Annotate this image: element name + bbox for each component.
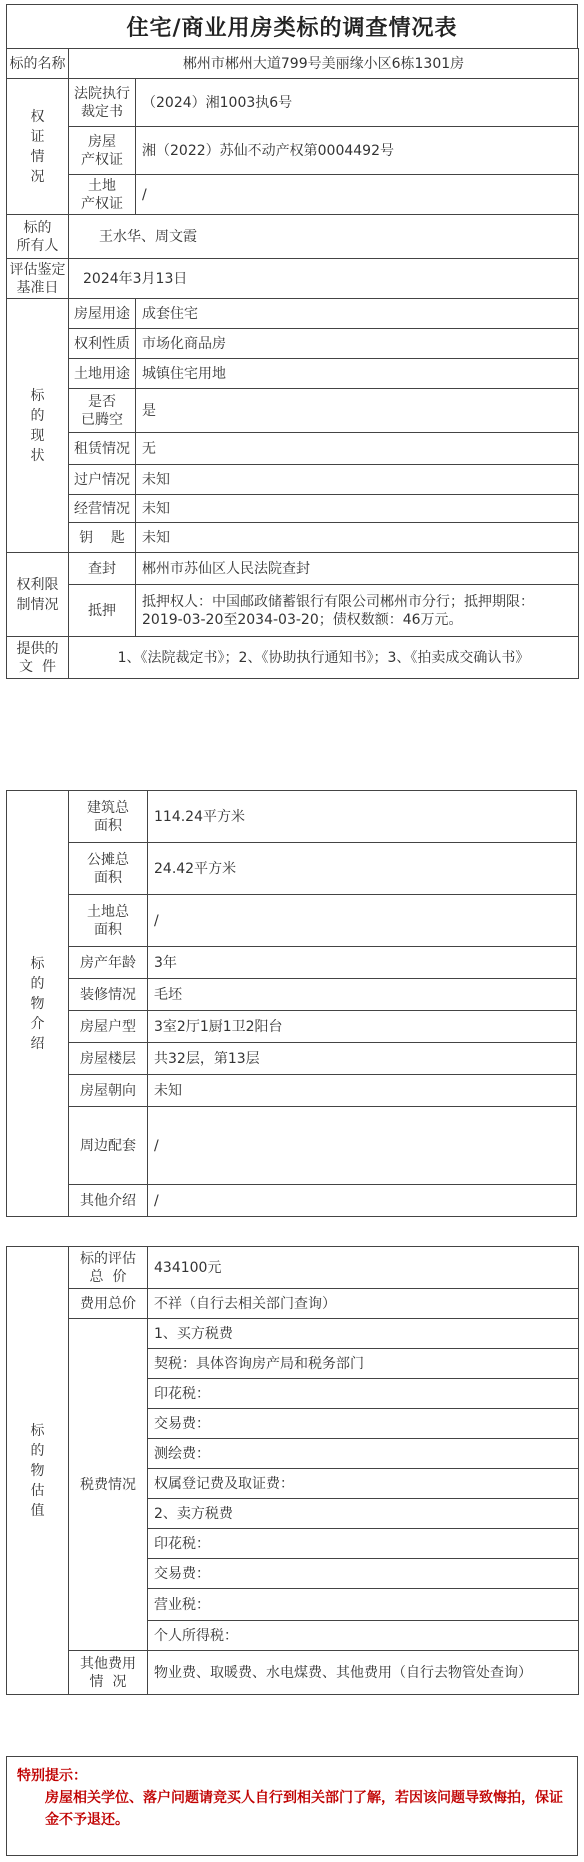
total-price-label: 标的评估 总 价 <box>69 1247 148 1289</box>
intro-value: 3室2厅1厨1卫2阳台 <box>148 1011 577 1043</box>
tax-label: 税费情况 <box>69 1319 148 1651</box>
status-label: 租赁情况 <box>69 433 136 465</box>
tax-row: 交易费： <box>148 1559 579 1589</box>
notice-text: 房屋相关学位、落户问题请竞买人自行到相关部门了解，若因该问题导致悔拍，保证金不予退还。 <box>45 1790 563 1828</box>
intro-label: 装修情况 <box>69 979 148 1011</box>
fee-total-label: 费用总价 <box>69 1289 148 1319</box>
owner-value: 王水华、周文霞 <box>69 215 579 259</box>
appraisal-date-label: 评估鉴定 基准日 <box>7 259 69 299</box>
status-label: 过户情况 <box>69 465 136 495</box>
intro-label: 土地总 面积 <box>69 895 148 947</box>
docs-label: 提供的 文 件 <box>7 637 69 679</box>
house-cert-value: 湘（2022）苏仙不动产权第0004492号 <box>136 127 579 175</box>
intro-value: / <box>148 1107 577 1185</box>
notice-heading: 特别提示： <box>17 1768 87 1784</box>
status-value: 是 <box>136 389 579 433</box>
intro-value: 114.24平方米 <box>148 791 577 843</box>
intro-label: 建筑总 面积 <box>69 791 148 843</box>
tax-row: 契税：具体咨询房产局和税务部门 <box>148 1349 579 1379</box>
tax-row: 权属登记费及取证费： <box>148 1469 579 1499</box>
rights-table <box>6 48 579 679</box>
intro-label: 公摊总 面积 <box>69 843 148 895</box>
estimate-section-label: 标 的 物 估 值 <box>7 1247 69 1695</box>
tax-row: 1、买方税费 <box>148 1319 579 1349</box>
subject-name-label: 标的名称 <box>7 49 69 79</box>
status-label: 土地用途 <box>69 359 136 389</box>
status-value: 成套住宅 <box>136 299 579 329</box>
status-value: 未知 <box>136 495 579 523</box>
intro-label: 房产年龄 <box>69 947 148 979</box>
restrict-section-label: 权利限 制情况 <box>7 553 69 637</box>
status-label: 钥 匙 <box>69 523 136 553</box>
land-cert-label: 土地 产权证 <box>69 175 136 215</box>
intro-section-label: 标 的 物 介 绍 <box>7 791 69 1217</box>
intro-label: 房屋楼层 <box>69 1043 148 1075</box>
page-title: 住宅/商业用房类标的调查情况表 <box>6 4 578 48</box>
intro-value: / <box>148 895 577 947</box>
estimate-table <box>6 1246 579 1695</box>
fee-total-value: 不祥（自行去相关部门查询） <box>148 1289 579 1319</box>
intro-value: 未知 <box>148 1075 577 1107</box>
tax-row: 个人所得税： <box>148 1621 579 1651</box>
seal-label: 查封 <box>69 553 136 585</box>
intro-label: 房屋朝向 <box>69 1075 148 1107</box>
intro-value: 3年 <box>148 947 577 979</box>
status-label: 是否 已腾空 <box>69 389 136 433</box>
rights-section-label: 权 证 情 况 <box>7 79 69 215</box>
other-fee-label: 其他费用 情 况 <box>69 1651 148 1695</box>
total-price-value: 434100元 <box>148 1247 579 1289</box>
intro-value: 24.42平方米 <box>148 843 577 895</box>
status-label: 权利性质 <box>69 329 136 359</box>
intro-label: 其他介绍 <box>69 1185 148 1217</box>
status-label: 经营情况 <box>69 495 136 523</box>
intro-label: 房屋户型 <box>69 1011 148 1043</box>
land-cert-value: / <box>136 175 579 215</box>
status-value: 城镇住宅用地 <box>136 359 579 389</box>
mortgage-label: 抵押 <box>69 585 136 637</box>
subject-name-value: 郴州市郴州大道799号美丽缘小区6栋1301房 <box>69 49 579 79</box>
status-value: 无 <box>136 433 579 465</box>
seal-value: 郴州市苏仙区人民法院查封 <box>136 553 579 585</box>
other-fee-value: 物业费、取暖费、水电煤费、其他费用（自行去物管处查询） <box>148 1651 579 1695</box>
tax-row: 印花税： <box>148 1529 579 1559</box>
intro-value: 毛坯 <box>148 979 577 1011</box>
tax-row: 印花税： <box>148 1379 579 1409</box>
tax-row: 测绘费： <box>148 1439 579 1469</box>
intro-value: 共32层，第13层 <box>148 1043 577 1075</box>
house-cert-label: 房屋 产权证 <box>69 127 136 175</box>
court-ruling-value: （2024）湘1003执6号 <box>136 79 579 127</box>
status-value: 未知 <box>136 465 579 495</box>
mortgage-value: 抵押权人：中国邮政储蓄银行有限公司郴州市分行；抵押期限：2019-03-20至2034-03-20；债权数额：46万元。 <box>136 585 579 637</box>
tax-row: 交易费： <box>148 1409 579 1439</box>
intro-label: 周边配套 <box>69 1107 148 1185</box>
intro-table <box>6 790 577 1217</box>
tax-row: 营业税： <box>148 1589 579 1621</box>
court-ruling-label: 法院执行 裁定书 <box>69 79 136 127</box>
appraisal-date-value: 2024年3月13日 <box>69 259 579 299</box>
owner-label: 标的 所有人 <box>7 215 69 259</box>
special-notice <box>6 1756 578 1856</box>
tax-row: 2、卖方税费 <box>148 1499 579 1529</box>
status-label: 房屋用途 <box>69 299 136 329</box>
status-value: 市场化商品房 <box>136 329 579 359</box>
status-section-label: 标 的 现 状 <box>7 299 69 553</box>
docs-value: 1、《法院裁定书》；2、《协助执行通知书》；3、《拍卖成交确认书》 <box>69 637 579 679</box>
status-value: 未知 <box>136 523 579 553</box>
intro-value: / <box>148 1185 577 1217</box>
